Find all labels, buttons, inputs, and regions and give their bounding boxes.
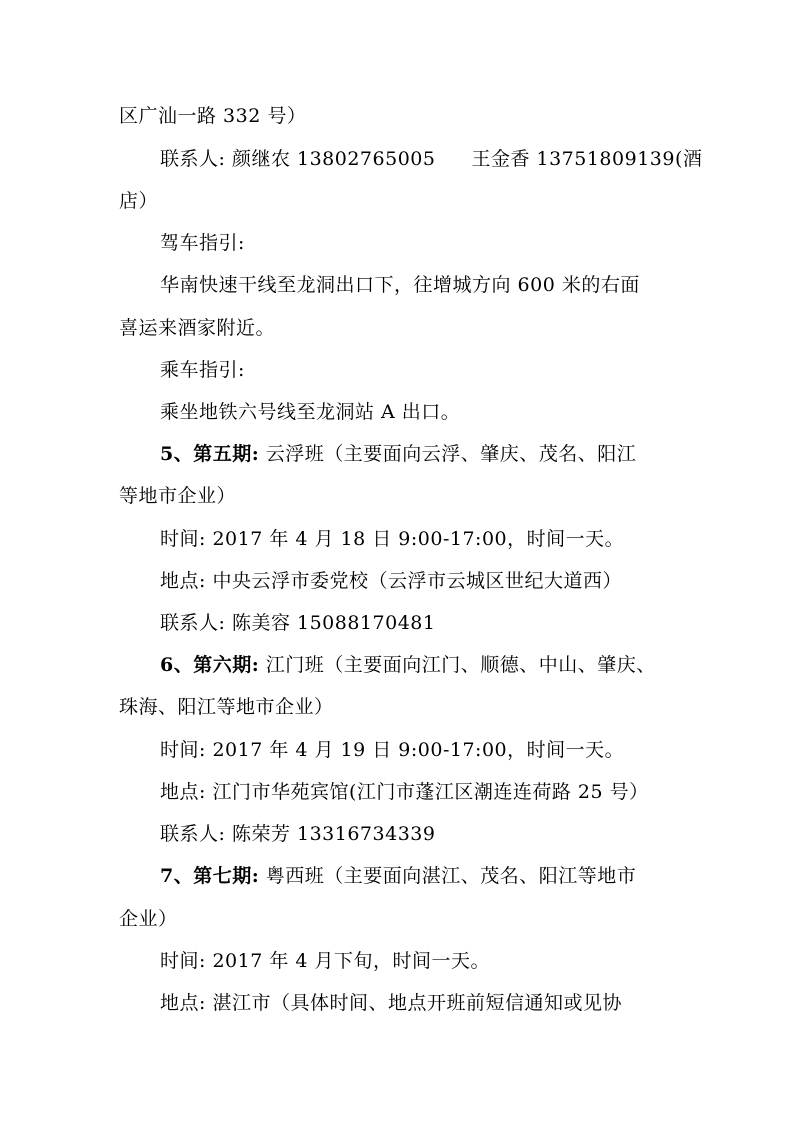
contact-line xyxy=(160,147,703,171)
session-5-contact: 联系人: 陈美容 15088170481 xyxy=(160,612,436,634)
session-5-heading xyxy=(160,442,680,466)
session-5-heading-continuation: 等地市企业） xyxy=(119,485,237,507)
session-6-contact: 联系人: 陈荣芳 13316734339 xyxy=(160,823,436,845)
session-6-heading xyxy=(160,653,680,677)
contact-person-2: 王金香 13751809139(酒 xyxy=(471,148,703,170)
driving-guide-continuation: 喜运来酒家附近。 xyxy=(119,317,276,339)
session-6-location: 地点: 江门市华苑宾馆(江门市蓬江区潮连连荷路 25 号） xyxy=(160,781,649,803)
session-7-location: 地点: 湛江市（具体时间、地点开班前短信通知或见协 xyxy=(160,992,622,1014)
session-6-heading-continuation: 珠海、阳江等地市企业） xyxy=(119,696,334,718)
session-5-title: 云浮班（主要面向云浮、肇庆、茂名、阳江 xyxy=(259,443,637,465)
session-5-time: 时间: 2017 年 4 月 18 日 9:00-17:00，时间一天。 xyxy=(160,528,625,550)
session-7-heading xyxy=(160,864,680,888)
session-7-label: 7、第七期: xyxy=(160,865,260,887)
driving-guide-label: 驾车指引: xyxy=(160,232,245,254)
session-6-title: 江门班（主要面向江门、顺德、中山、肇庆、 xyxy=(259,654,656,676)
session-6-time: 时间: 2017 年 4 月 19 日 9:00-17:00，时间一天。 xyxy=(160,739,625,761)
contact-person-1: 联系人: 颜继农 13802765005 xyxy=(160,148,436,170)
contact-continuation: 店） xyxy=(119,190,159,212)
session-6-label: 6、第六期: xyxy=(160,654,260,676)
session-7-time: 时间: 2017 年 4 月下旬，时间一天。 xyxy=(160,950,491,972)
transit-guide-label: 乘车指引: xyxy=(160,359,245,381)
session-7-heading-continuation: 企业） xyxy=(119,908,178,930)
address-continuation: 区广汕一路 332 号） xyxy=(119,105,307,127)
session-5-label: 5、第五期: xyxy=(160,443,260,465)
session-5-location: 地点: 中央云浮市委党校（云浮市云城区世纪大道西） xyxy=(160,570,622,592)
driving-guide-text: 华南快速干线至龙洞出口下，往增城方向 600 米的右面 xyxy=(160,274,640,296)
transit-guide-text: 乘坐地铁六号线至龙洞站 A 出口。 xyxy=(160,401,461,423)
session-7-title: 粤西班（主要面向湛江、茂名、阳江等地市 xyxy=(259,865,637,887)
